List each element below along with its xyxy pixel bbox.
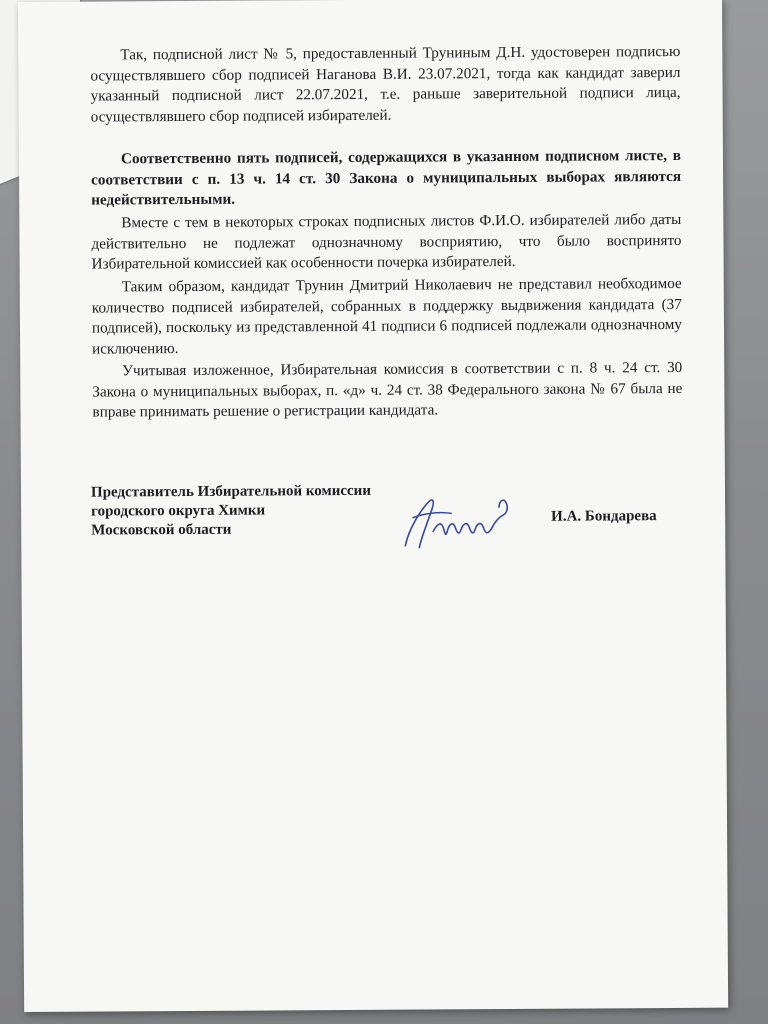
document-page [18, 0, 728, 1012]
paragraph-decision: Учитывая изложенное, Избирательная комиссия в соответствии с п. 8 ч. 24 ст. 30 Закона о муниципальных выборах, п. «д» ч. 24 ст. 38 Федерального закона № 67 была не вправе принимать решение о регистрации кандидата. [92, 358, 683, 421]
paragraph-handwriting: Вместе с тем в некоторых строках подписных листов Ф.И.О. избирателей либо даты действительно не подлежат однозначному восприятию, что было воспринято Избирательной комиссией как особенности почерка избирателей. [91, 210, 682, 273]
paragraph-invalid-signatures: Соответственно пять подписей, содержащихся в указанном подписном листе, в соответствии с п. 13 ч. 14 ст. 30 Закона о муниципальных выборах являются недействительными. [91, 146, 682, 209]
handwritten-signature [399, 487, 517, 558]
signatory-title [91, 482, 371, 541]
signatory-title-line-3: Московской области [91, 521, 232, 539]
signatory-title-line-1: Представитель Избирательной комиссии [90, 482, 372, 501]
signatory-name: И.А. Бондарева [551, 508, 657, 525]
signatory-title-line-2: городского округа Химки [91, 502, 266, 520]
paragraph-signature-sheet: Так, подписной лист № 5, предоставленный Труниным Д.Н. удостоверен подписью осуществлявшего сбор подписей Наганова В.И. 23.07.2021, тогда как кандидат заверил указанный подписной лист 22.07.2021, т.е. раньше заверительной подписи лица, осуществлявшего сбор подписей избирателей. [90, 42, 681, 126]
paragraph-conclusion: Таким образом, кандидат Трунин Дмитрий Николаевич не представил необходимое количество подписей избирателей, собранных в поддержку выдвижения кандидата (37 подписей), поскольку из представленной 41 подписи 6 подписей подлежали однозначному исключению. [91, 274, 683, 358]
